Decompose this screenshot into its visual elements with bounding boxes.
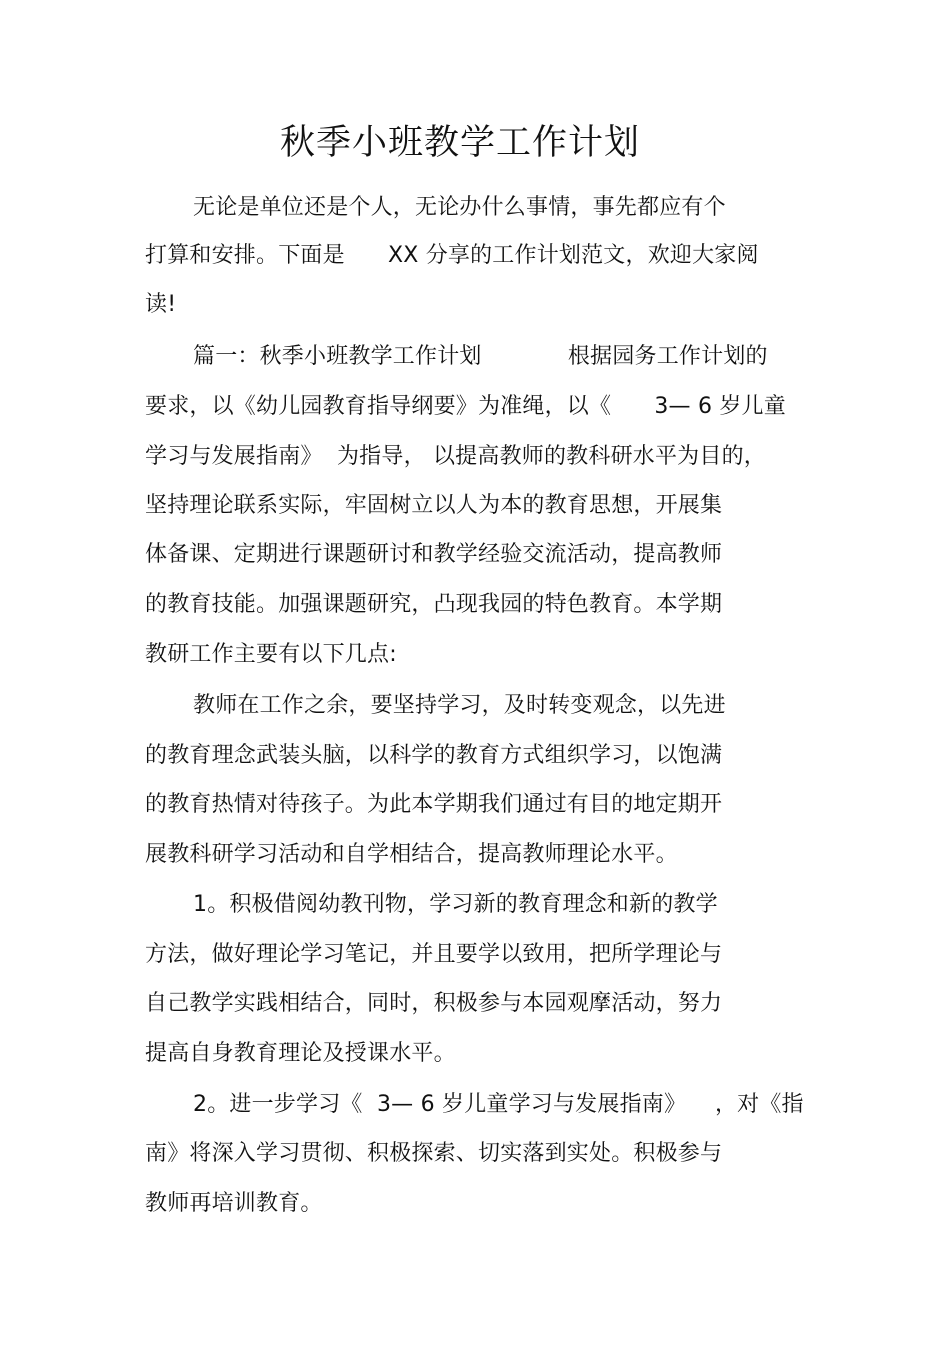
paragraph-line: 方法，做好理论学习笔记，并且要学以致用，把所学理论与 xyxy=(145,942,723,967)
paragraph-line: 的教育热情对待孩子。为此本学期我们通过有目的地定期开 xyxy=(145,792,723,817)
paragraph-line: 教师再培训教育。 xyxy=(145,1191,323,1216)
paragraph-line: 教师在工作之余，要坚持学习，及时转变观念，以先进 xyxy=(193,693,726,718)
paragraph-line: 篇一：秋季小班教学工作计划 根据园务工作计划的 xyxy=(193,344,768,369)
paragraph-line: 展教科研学习活动和自学相结合，提高教师理论水平。 xyxy=(145,842,678,867)
paragraph-line: 打算和安排。下面是 XX 分享的工作计划范文，欢迎大家阅 xyxy=(145,243,759,268)
paragraph-line: 自己教学实践相结合，同时，积极参与本园观摩活动，努力 xyxy=(145,991,723,1016)
paragraph-line: 无论是单位还是个人，无论办什么事情，事先都应有个 xyxy=(193,195,726,220)
paragraph-line: 的教育理念武装头脑，以科学的教育方式组织学习，以饱满 xyxy=(145,743,723,768)
paragraph-line: 2。进一步学习《 3— 6 岁儿童学习与发展指南》 ，对《指 xyxy=(193,1092,804,1117)
paragraph-line: 要求，以《幼儿园教育指导纲要》为准绳，以《 3— 6 岁儿童 xyxy=(145,394,786,419)
document-title: 秋季小班教学工作计划 xyxy=(279,123,640,163)
paragraph-line: 学习与发展指南》 为指导， 以提高教师的教科研水平为目的， xyxy=(145,444,766,469)
paragraph-line: 的教育技能。加强课题研究，凸现我园的特色教育。本学期 xyxy=(145,592,723,617)
paragraph-line: 南》将深入学习贯彻、积极探索、切实落到实处。积极参与 xyxy=(145,1141,723,1166)
paragraph-line: 提高自身教育理论及授课水平。 xyxy=(145,1041,456,1066)
paragraph-line: 坚持理论联系实际，牢固树立以人为本的教育思想，开展集 xyxy=(145,493,723,518)
paragraph-line: 1。积极借阅幼教刊物，学习新的教育理念和新的教学 xyxy=(193,892,718,917)
paragraph-line: 教研工作主要有以下几点: xyxy=(145,642,397,667)
paragraph-line: 体备课、定期进行课题研讨和教学经验交流活动，提高教师 xyxy=(145,542,723,567)
paragraph-line: 读! xyxy=(145,292,177,317)
